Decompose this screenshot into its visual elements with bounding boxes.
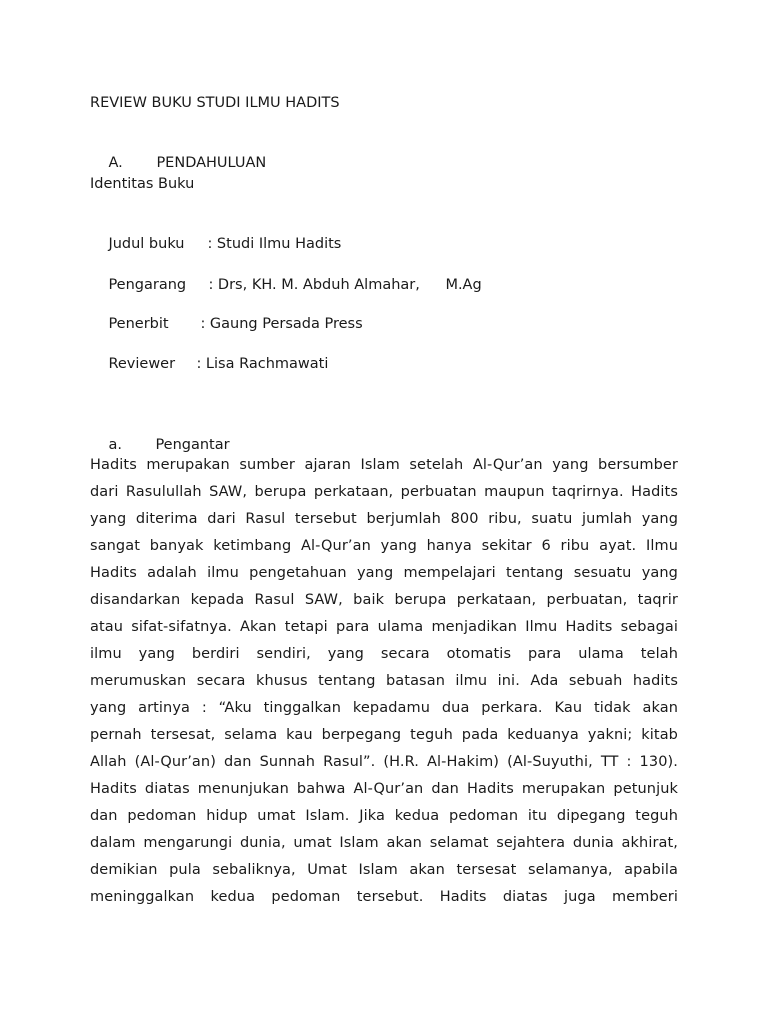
- pengarang-suffix: M.Ag: [445, 277, 482, 293]
- pengarang-value: : Drs, KH. M. Abduh Almahar,: [208, 277, 420, 293]
- paragraph-line: atau sifat-sifatnya. Akan tetapi para ulama menjadikan Ilmu Hadits sebagai: [90, 619, 678, 635]
- subsection-a-marker: a.: [108, 437, 122, 453]
- paragraph-line: yang artinya : “Aku tinggalkan kepadamu dua perkara. Kau tidak akan: [90, 700, 678, 716]
- identitas-heading: Identitas Buku: [90, 176, 195, 192]
- paragraph-line: dan pedoman hidup umat Islam. Jika kedua pedoman itu dipegang teguh: [90, 808, 678, 824]
- paragraph-line: demikian pula sebaliknya, Umat Islam akan tersesat selamanya, apabila: [90, 862, 678, 878]
- paragraph-line: pernah tersesat, selama kau berpegang teguh pada keduanya yakni; kitab: [90, 727, 678, 743]
- subsection-a-title: Pengantar: [155, 437, 230, 453]
- paragraph-line: sangat banyak ketimbang Al-Qur’an yang hanya sekitar 6 ribu ayat. Ilmu: [90, 538, 678, 554]
- penerbit-label: Penerbit: [108, 316, 169, 332]
- section-a-marker: A.: [108, 155, 123, 171]
- identity-row-reviewer: [90, 334, 328, 394]
- paragraph-line: Allah (Al-Qur’an) dan Sunnah Rasul”. (H.R. Al-Hakim) (Al-Suyuthi, TT : 130).: [90, 754, 678, 770]
- section-a-title: PENDAHULUAN: [156, 155, 267, 171]
- paragraph-line: Hadits merupakan sumber ajaran Islam setelah Al-Qur’an yang bersumber: [90, 457, 678, 473]
- judul-label: Judul buku: [108, 236, 185, 252]
- paragraph-line: Hadits diatas menunjukan bahwa Al-Qur’an dan Hadits merupakan petunjuk: [90, 781, 678, 797]
- document-title: REVIEW BUKU STUDI ILMU HADITS: [90, 95, 340, 111]
- pengarang-label: Pengarang: [108, 277, 187, 293]
- reviewer-value: : Lisa Rachmawati: [196, 356, 329, 372]
- penerbit-value: : Gaung Persada Press: [200, 316, 363, 332]
- pengantar-paragraph: [90, 452, 678, 911]
- judul-value: : Studi Ilmu Hadits: [207, 236, 342, 252]
- paragraph-line: ilmu yang berdiri sendiri, yang secara otomatis para ulama telah: [90, 646, 678, 662]
- paragraph-line: disandarkan kepada Rasul SAW, baik berupa perkataan, perbuatan, taqrir: [90, 592, 678, 608]
- paragraph-line: dari Rasulullah SAW, berupa perkataan, perbuatan maupun taqrirnya. Hadits: [90, 484, 678, 500]
- paragraph-line: merumuskan secara khusus tentang batasan ilmu ini. Ada sebuah hadits: [90, 673, 678, 689]
- paragraph-line: dalam mengarungi dunia, umat Islam akan selamat sejahtera dunia akhirat,: [90, 835, 678, 851]
- paragraph-line: meninggalkan kedua pedoman tersebut. Hadits diatas juga memberi: [90, 889, 678, 905]
- paragraph-line: yang diterima dari Rasul tersebut berjumlah 800 ribu, suatu jumlah yang: [90, 511, 678, 527]
- paragraph-line: Hadits adalah ilmu pengetahuan yang mempelajari tentang sesuatu yang: [90, 565, 678, 581]
- reviewer-label: Reviewer: [108, 356, 176, 372]
